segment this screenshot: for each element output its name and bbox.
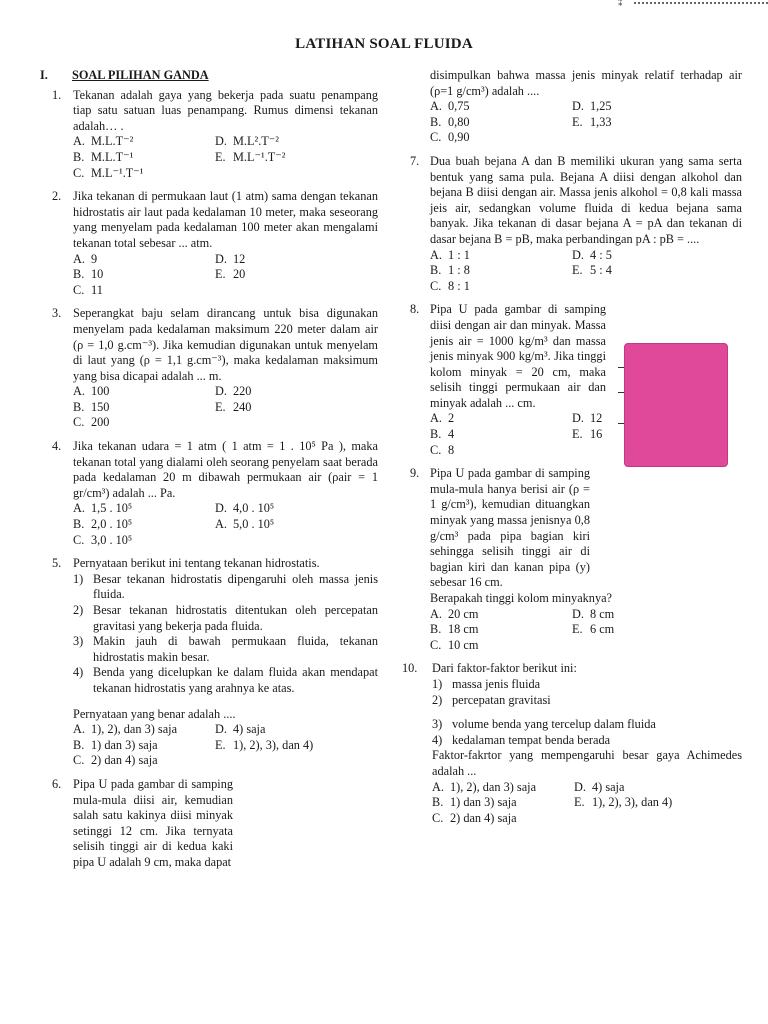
option-a[interactable]: A. 1), 2), dan 3) saja	[73, 722, 178, 737]
image-tick	[618, 392, 624, 393]
option-c[interactable]: C. 3,0 . 10⁵	[73, 532, 133, 547]
option-a[interactable]: A. 1,5 . 10⁵	[73, 501, 133, 516]
options	[73, 501, 378, 548]
option-b[interactable]: B. M.L.T⁻¹	[73, 149, 134, 164]
u-tube-image	[624, 343, 728, 467]
dotted-header-line	[634, 2, 768, 6]
options	[430, 248, 742, 295]
options	[432, 780, 742, 827]
option-a[interactable]: A. 20 cm	[430, 606, 479, 621]
option-d[interactable]: D. M.L².T⁻²	[215, 134, 279, 149]
factor-2: 2) percepatan gravitasi	[432, 692, 551, 707]
option-d[interactable]: D. 8 cm	[572, 606, 615, 621]
option-e[interactable]: E. 1), 2), 3), dan 4)	[574, 795, 673, 810]
question-5: 5. Pernyataan berikut ini tentang tekanan hidrostatis. 1) Besar tekanan hidrostatis dipengaruhi oleh massa jenis fluida. 2) Besar tekanan hidrostatis ditentukan oleh percepatan gravitasi yang bekerja pada fluida. 3) Makin jauh di bawah permukaan fluida, tekanan hidrostatis makin besar. 4) Benda yang dicelupkan ke dalam fluida akan mendapat tekanan hidrostatis yang arahnya ke atas. Pernyataan yang benar adalah .... A. 1), 2), dan 3) saja D. 4) saja B. 1) dan 3) saja E. 1), 2), 3), dan 4) C. 2) dan 4) saja	[52, 556, 378, 768]
option-d[interactable]: D. 220	[215, 384, 252, 399]
section-heading: I. SOAL PILIHAN GANDA	[40, 68, 209, 82]
options	[430, 99, 742, 146]
factor-4: 4) kedalaman tempat benda berada	[432, 732, 611, 747]
corner-mark: ⁑	[618, 0, 623, 9]
left-column	[40, 68, 378, 879]
image-tick	[618, 367, 624, 368]
option-d[interactable]: D. 1,25	[572, 99, 612, 114]
option-b[interactable]: B. 1) dan 3) saja	[432, 795, 517, 810]
question-6-continued: disimpulkan bahwa massa jenis minyak relatif terhadap air (ρ=1 g/cm³) adalah .... A. 0,75 D. 1,25 B. 0,80 E. 1,33 C. 0,90	[430, 68, 742, 145]
question-1: 1. Tekanan adalah gaya yang bekerja pada suatu penampang tiap satu satuan luas penampang. Rumus dimensi tekanan adalah… . A. M.L.T⁻² D. M.L².T⁻² B. M.L.T⁻¹ E. M.L⁻¹.T⁻² C. M.L⁻¹.T⁻¹	[52, 87, 378, 180]
option-b[interactable]: B. 150	[73, 399, 110, 414]
question-3: 3. Seperangkat baju selam dirancang untuk bisa digunakan menyelam pada kedalaman maksimum 220 meter dalam air (ρ = 1,0 g.cm⁻³). Jika kemudian digunakan untuk menyelam di laut yang (ρ = 1,1 g.cm⁻³), maka kedalaman maksimum yang bisa dicapai adalah ... m. A. 100 D. 220 B. 150 E. 240 C. 200	[52, 306, 378, 430]
image-tick	[618, 423, 624, 424]
option-a[interactable]: A. M.L.T⁻²	[73, 134, 134, 149]
statement-2: 2) Besar tekanan hidrostatis ditentukan oleh percepatan gravitasi yang bekerja pada fluida.	[73, 603, 378, 633]
question-7: 7. Dua buah bejana A dan B memiliki ukuran yang sama serta bentuk yang sama pula. Bejana A diisi dengan alkohol dan bejana B diisi dengan air. Massa jenis alkohol = 0,8 kali massa jeis air, sedangkan volume fluida di kedua bejana sama banyak. Jika tekanan di dasar bejana A = pA dan tekanan di dasar bejana B = pB, maka perbandingan pA : pB = .... A. 1 : 1 D. 4 : 5 B. 1 : 8 E. 5 : 4 C. 8 : 1	[410, 153, 742, 293]
option-e[interactable]: E. 5 : 4	[572, 263, 612, 278]
options	[73, 252, 378, 299]
option-c[interactable]: C. 10 cm	[430, 637, 479, 652]
options	[430, 607, 742, 654]
option-a[interactable]: A. 1), 2), dan 3) saja	[432, 779, 537, 794]
question-prompt: Faktor-fakrtor yang mempengaruhi besar gaya Achimedes adalah ...	[432, 748, 742, 778]
option-c[interactable]: C. 0,90	[430, 130, 470, 145]
option-c[interactable]: C. 2) dan 4) saja	[73, 753, 158, 768]
option-c[interactable]: C. 200	[73, 415, 110, 430]
option-b[interactable]: B. 1) dan 3) saja	[73, 737, 158, 752]
option-b[interactable]: B. 1 : 8	[430, 263, 470, 278]
question-10: 10. Dari faktor-faktor berikut ini: 1) massa jenis fluida 2) percepatan gravitasi 3) volume benda yang tercelup dalam fluida 4) kedalaman tempat benda berada Faktor-fakrtor yang mempengaruhi besar gaya Achimedes adalah ... A. 1), 2), dan 3) saja D. 4) saja B. 1) dan 3) saja E. 1), 2), 3), dan 4) C. 2) dan 4) saja	[402, 661, 742, 825]
option-e[interactable]: E. 16	[572, 427, 603, 442]
option-c[interactable]: C. M.L⁻¹.T⁻¹	[73, 165, 144, 180]
option-b[interactable]: B. 18 cm	[430, 622, 479, 637]
option-a[interactable]: A. 1 : 1	[430, 247, 470, 262]
question-4: 4. Jika tekanan udara = 1 atm ( 1 atm = 1 . 10⁵ Pa ), maka tekanan total yang dialami oleh seorang penyelam saat berada pada kedalaman 20 m dibawah permukaan air (ρair = 1 gr/cm³) adalah ... Pa. A. 1,5 . 10⁵ D. 4,0 . 10⁵ B. 2,0 . 10⁵ A. 5,0 . 10⁵ C. 3,0 . 10⁵	[52, 439, 378, 547]
options	[73, 384, 378, 431]
option-d[interactable]: D. 4) saja	[215, 722, 266, 737]
question-prompt: Pernyataan yang benar adalah ....	[73, 706, 236, 721]
option-b[interactable]: B. 2,0 . 10⁵	[73, 517, 133, 532]
statement-4: 4) Benda yang dicelupkan ke dalam fluida akan mendapat tekanan hidrostatis yang arahnya ke atas.	[73, 665, 378, 695]
options	[73, 134, 378, 181]
option-a[interactable]: A. 9	[73, 251, 98, 266]
option-c[interactable]: C. 8	[430, 442, 455, 457]
options	[73, 722, 378, 769]
option-e[interactable]: E. M.L⁻¹.T⁻²	[215, 149, 286, 164]
page-title: LATIHAN SOAL FLUIDA	[295, 36, 473, 52]
option-a[interactable]: A. 0,75	[430, 99, 470, 114]
statement-3: 3) Makin jauh di bawah permukaan fluida, tekanan hidrostatis makin besar.	[73, 634, 378, 664]
option-a[interactable]: A. 2	[430, 411, 455, 426]
option-d[interactable]: D. 4 : 5	[572, 247, 612, 262]
option-c[interactable]: C. 2) dan 4) saja	[432, 810, 517, 825]
question-prompt: Berapakah tinggi kolom minyaknya?	[430, 591, 613, 605]
option-e[interactable]: A. 5,0 . 10⁵	[215, 517, 275, 532]
option-e[interactable]: E. 20	[215, 267, 246, 282]
option-e[interactable]: E. 1,33	[572, 114, 612, 129]
option-d[interactable]: D. 4,0 . 10⁵	[215, 501, 275, 516]
option-a[interactable]: A. 100	[73, 384, 110, 399]
factor-1: 1) massa jenis fluida	[432, 676, 541, 691]
option-d[interactable]: D. 12	[215, 251, 246, 266]
question-6: 6. Pipa U pada gambar di samping mula-mula diisi air, kemudian salah satu kakinya diisi minyak setinggi 12 cm. Jika ternyata selisih tinggi air di kedua kaki pipa U adalah 9 cm, maka dapat	[52, 776, 233, 869]
option-c[interactable]: C. 8 : 1	[430, 278, 470, 293]
option-b[interactable]: B. 0,80	[430, 114, 470, 129]
option-e[interactable]: E. 240	[215, 399, 252, 414]
statement-1: 1) Besar tekanan hidrostatis dipengaruhi oleh massa jenis fluida.	[73, 571, 378, 602]
option-b[interactable]: B. 4	[430, 427, 455, 442]
option-c[interactable]: C. 11	[73, 282, 103, 297]
question-2: 2. Jika tekanan di permukaan laut (1 atm) sama dengan tekanan hidrostatis air laut pada kedalaman 10 meter, maka seseorang yang menyelam pada kedalaman 100 meter akan mengalami tekanan total sebesar ... atm. A. 9 D. 12 B. 10 E. 20 C. 11	[52, 189, 378, 297]
option-e[interactable]: E. 1), 2), 3), dan 4)	[215, 737, 314, 752]
option-b[interactable]: B. 10	[73, 267, 104, 282]
question-8: 8. Pipa U pada gambar di samping diisi dengan air dan minyak. Massa jenis air = 1000 kg/m³ dan massa jenis minyak 900 kg/m³. Jika tinggi kolom minyak = 20 cm, maka selisih tinggi permukaan air dan minyak adalah ... cm. A. 2 D. 12 B. 4 E. 16 C. 8	[402, 302, 742, 458]
option-e[interactable]: E. 6 cm	[572, 622, 615, 637]
option-d[interactable]: D. 12	[572, 411, 603, 426]
option-d[interactable]: D. 4) saja	[574, 779, 625, 794]
question-9: 9. Pipa U pada gambar di samping mula-mula hanya berisi air (ρ = 1 g/cm³), kemudian dituangkan minyak yang massa jenisnya 0,8 g/cm³ pada pipa bagian kiri sehingga selisih tinggi air di bagian kiri dan kanan pipa (y) sebesar 16 cm. Berapakah tinggi kolom minyaknya? A. 20 cm D. 8 cm B. 18 cm E. 6 cm C. 10 cm	[402, 466, 742, 653]
factor-3: 3) volume benda yang tercelup dalam fluida	[432, 717, 656, 732]
